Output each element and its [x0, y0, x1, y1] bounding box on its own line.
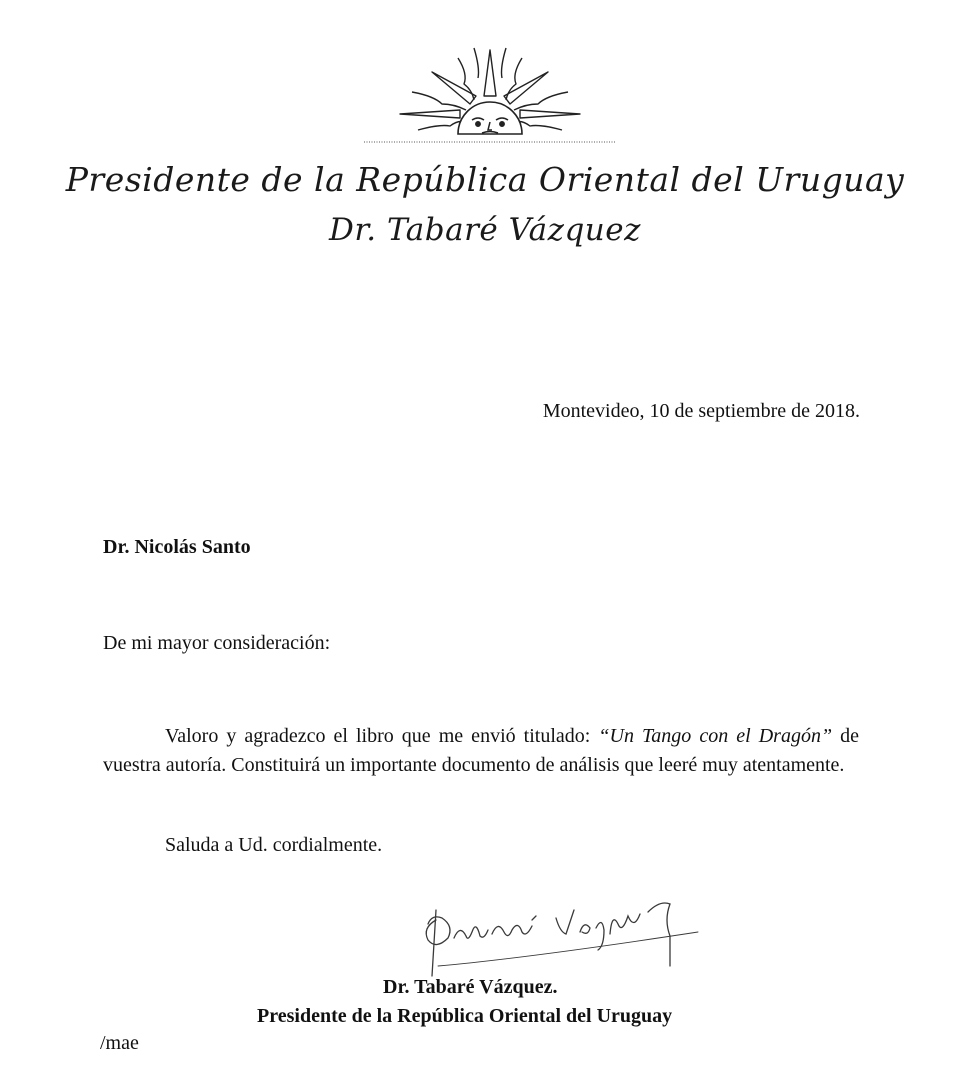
recipient-name: Dr. Nicolás Santo [103, 536, 251, 558]
sun-of-may-icon [360, 38, 620, 150]
salutation: De mi mayor consideración: [103, 632, 331, 654]
handwritten-signature [408, 880, 708, 980]
letterhead-name: Dr. Tabaré Vázquez [329, 212, 641, 248]
body-text-end: de vuestra autoría. Constituirá un importante documento de análisis que leeré muy atentamente. [103, 725, 859, 776]
book-title: “Un Tango con el Dragón” [598, 725, 833, 747]
body-text-start: Valoro y agradezco el libro que me envió titulado: [165, 725, 599, 747]
signatory-title: Presidente de la República Oriental del Uruguay [257, 1005, 673, 1027]
closing-line: Saluda a Ud. cordialmente. [165, 834, 383, 856]
letter-body [103, 722, 859, 780]
letter-date: Montevideo, 10 de septiembre de 2018. [542, 400, 860, 422]
typist-reference: /mae [100, 1032, 139, 1054]
letterhead-title: Presidente de la República Oriental del Uruguay [65, 160, 905, 199]
signatory-name: Dr. Tabaré Vázquez. [383, 976, 558, 998]
